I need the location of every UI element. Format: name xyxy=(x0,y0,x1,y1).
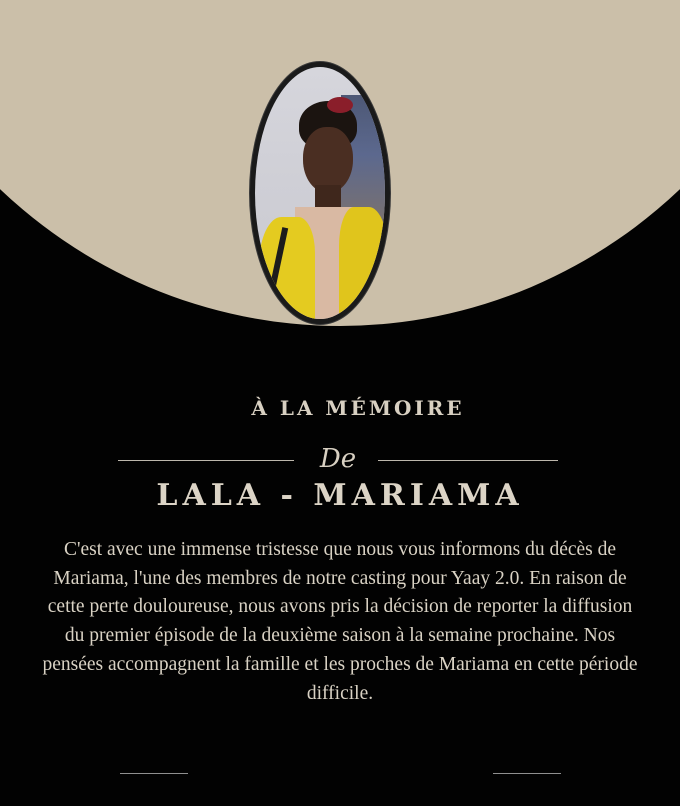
divider-line-left xyxy=(118,460,294,461)
portrait-scrunchie xyxy=(327,97,353,113)
portrait-photo xyxy=(255,67,385,319)
connector-script-text: De xyxy=(319,444,357,474)
memorial-message: C'est avec une immense tristesse que nous vous informons du décès de Mariama, l'une des membres de notre casting pour Yaay 2.0. En raison de cette perte douloureuse, nous avons pris la décision de reporter la diffusion du premier épisode de la deuxième saison à la semaine prochaine. Nos pensées accompagnent la famille et les proches de Mariama en cette période difficile. xyxy=(42,539,638,704)
bottom-rule-left xyxy=(120,773,188,774)
portrait-face xyxy=(303,127,353,193)
portrait-jacket-right xyxy=(339,207,385,319)
ornamental-divider xyxy=(0,444,680,476)
deceased-name: LALA - MARIAMA xyxy=(156,478,524,513)
bottom-rule-right xyxy=(493,773,561,774)
portrait-frame xyxy=(250,62,390,324)
memorial-heading: À LA MÉMOIRE xyxy=(251,396,465,420)
divider-line-right xyxy=(378,460,558,461)
